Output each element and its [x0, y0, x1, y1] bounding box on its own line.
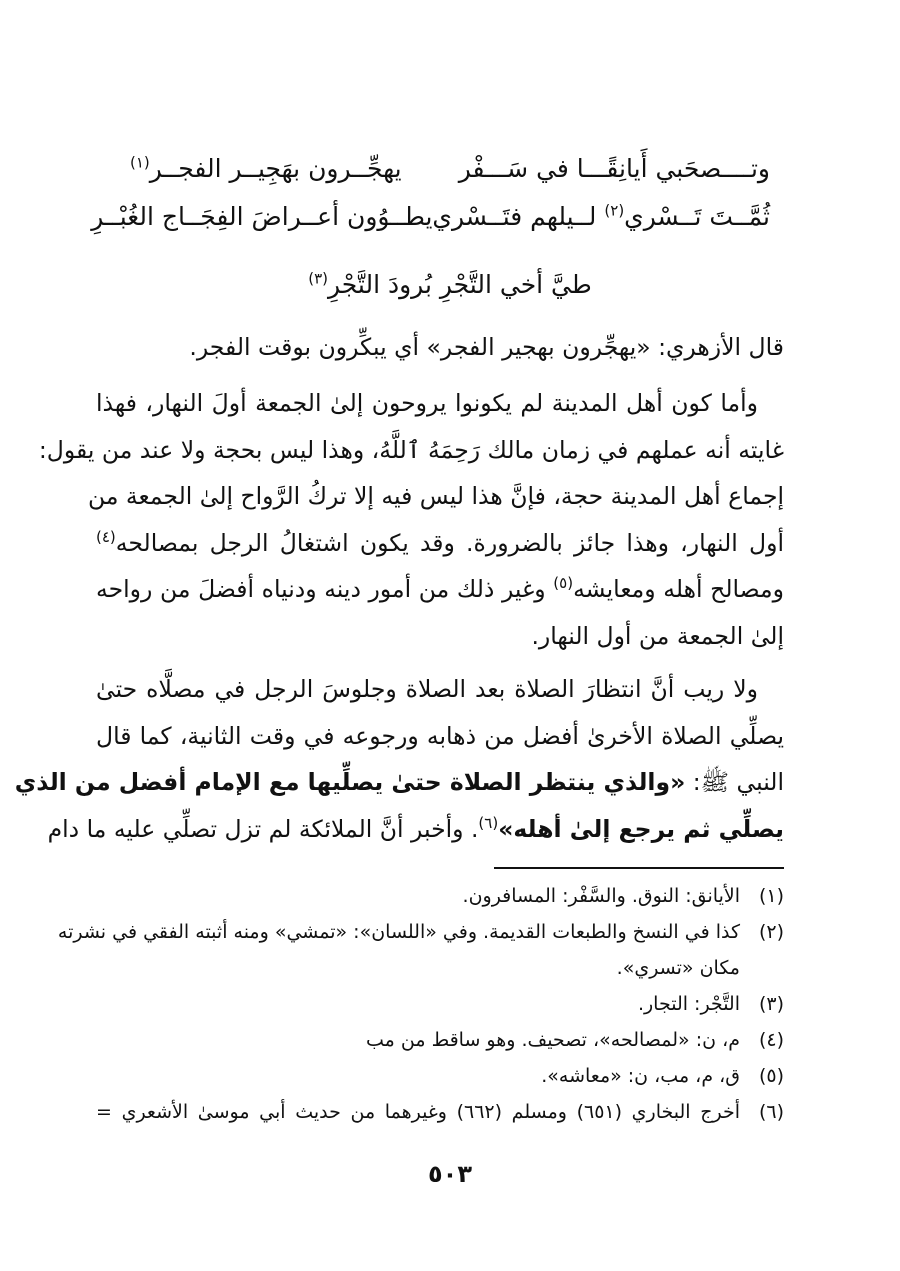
footnote-1	[96, 878, 784, 914]
paragraph-2-line-6: إلىٰ الجمعة من أول النهار.	[531, 621, 784, 650]
footnote-ref-2: (٢)	[604, 201, 625, 220]
footnote-number: (٣)	[758, 993, 784, 1015]
footnote-separator	[494, 867, 784, 869]
verse-3-text: طيَّ أخي التَّجْرِ بُرودَ التَّجْرِ	[327, 270, 592, 299]
poem-verse-1	[130, 152, 770, 186]
footnote-text	[96, 1022, 740, 1058]
paragraph-1-line-1: قال الأزهري: «يهجِّرون بهجير الفجر» أي يبكِّرون بوقت الفجر.	[189, 333, 784, 361]
verse-2-first-text: ثُمَّــتَ تَــسْري	[624, 202, 770, 231]
paragraph-3-line-3	[14, 759, 784, 806]
hadith-quote-part-1: «والذي ينتظر الصلاة حتىٰ يصلِّيها مع الإمام أفضل من الذي	[14, 768, 686, 796]
footnote-number: (٥)	[758, 1065, 784, 1087]
paragraph-medina	[38, 380, 784, 659]
verse-1-second-text: يهجِّــرون بهَجِيــر الفجــر	[149, 154, 402, 183]
footnote-2-line-2: مكان «تسري».	[616, 957, 740, 979]
footnote-text	[96, 986, 740, 1022]
footnote-6	[96, 1094, 784, 1130]
footnote-ref-3: (٣)	[308, 269, 328, 288]
verse-2-second-hemistich: يطــوُون أعــراضَ الفِجَــاج الغُبْــرِ	[91, 202, 433, 231]
footnote-5	[96, 1058, 784, 1094]
paragraph-prayer	[14, 666, 784, 852]
footnote-6-line-1: أخرج البخاري (٦٥١) ومسلم (٦٦٢) وغيرهما من حديث أبي موسىٰ الأشعري =	[96, 1101, 740, 1123]
footnote-ref-6: (٦)	[478, 813, 499, 832]
footnote-4	[96, 1022, 784, 1058]
footnote-text	[96, 1058, 740, 1094]
footnote-3-line-1: التَّجْر: التجار.	[637, 993, 740, 1015]
hadith-quote-part-2: يصلِّي ثم يرجع إلىٰ أهله»	[498, 814, 784, 843]
footnote-5-line-1: ق، م، مب، ن: «معاشه».	[541, 1065, 740, 1087]
paragraph-azhari	[96, 324, 784, 371]
footnote-4-line-1: م، ن: «لمصالحه»، تصحيف. وهو ساقط من مب	[366, 1029, 740, 1051]
footnote-1-line-1: الأيانق: النوق. والسَّفْر: المسافرون.	[462, 885, 740, 907]
verse-1-first-hemistich: وتــــصحَبي أَيانِقًـــا في سَـــفْر	[458, 154, 770, 183]
footnote-ref-1: (١)	[130, 153, 150, 172]
footnote-text	[96, 1094, 740, 1130]
verse-1-second-hemistich	[130, 152, 402, 186]
footnote-number: (٦)	[758, 1101, 784, 1123]
paragraph-3-line-2: يصلِّي الصلاة الأخرىٰ أفضل من ذهابه ورجوعه في وقت الثانية، كما قال	[96, 721, 784, 750]
footnote-number: (١)	[758, 885, 784, 907]
poem-verse-3	[0, 268, 900, 302]
verse-2-first-rest: لــيلهم فتَــسْري	[432, 202, 597, 231]
paragraph-2-line-4-text: أول النهار، وهذا جائز بالضرورة. وقد يكون اشتغالُ الرجل بمصالحه	[115, 528, 784, 557]
paragraph-3-line-4	[47, 806, 784, 853]
footnote-ref-5: (٥)	[553, 574, 574, 593]
page-number: ٥٠٣	[428, 1160, 472, 1188]
paragraph-2-line-5-a: ومصالح أهله ومعايشه	[573, 575, 784, 603]
paragraph-2-line-5	[96, 566, 784, 613]
footnotes	[57, 878, 784, 1130]
paragraph-2-line-4	[96, 520, 784, 567]
paragraph-3-line-4-rest: . وأخبر أنَّ الملائكة لم تزل تصلِّي عليه ما دام	[47, 814, 479, 843]
paragraph-2-line-5-b: وغير ذلك من أمور دينه ودنياه أفضلَ من رواحه	[96, 575, 546, 603]
footnote-text	[58, 914, 740, 986]
poem-verse-2	[91, 200, 770, 234]
paragraph-2-line-3: إجماع أهل المدينة حجة، فإنَّ هذا ليس فيه إلا تركُ الرَّواح إلىٰ الجمعة من	[87, 482, 784, 510]
verse-2-first-hemistich	[432, 200, 770, 234]
footnote-text	[96, 878, 740, 914]
paragraph-3-line-1: ولا ريب أنَّ انتظارَ الصلاة بعد الصلاة وجلوسَ الرجل في مصلَّاه حتىٰ	[96, 675, 758, 703]
footnote-ref-4: (٤)	[96, 527, 116, 546]
paragraph-2-line-2: غايته أنه عملهم في زمان مالك رَحِمَهُ ٱللَّهُ، وهذا ليس بحجة ولا عند من يقول:	[38, 435, 784, 464]
footnote-2-line-1: كذا في النسخ والطبعات القديمة. وفي «اللسان»: «تمشي» ومنه أثبته الفقي في نشرته	[57, 921, 740, 943]
paragraph-2-line-1: وأما كون أهل المدينة لم يكونوا يروحون إلىٰ الجمعة أولَ النهار، فهذا	[96, 389, 758, 417]
paragraph-3-line-3-a: النبي ﷺ:	[692, 768, 784, 796]
footnote-2	[57, 914, 784, 986]
footnote-3	[96, 986, 784, 1022]
footnote-number: (٤)	[758, 1029, 784, 1051]
footnote-number: (٢)	[758, 921, 784, 943]
